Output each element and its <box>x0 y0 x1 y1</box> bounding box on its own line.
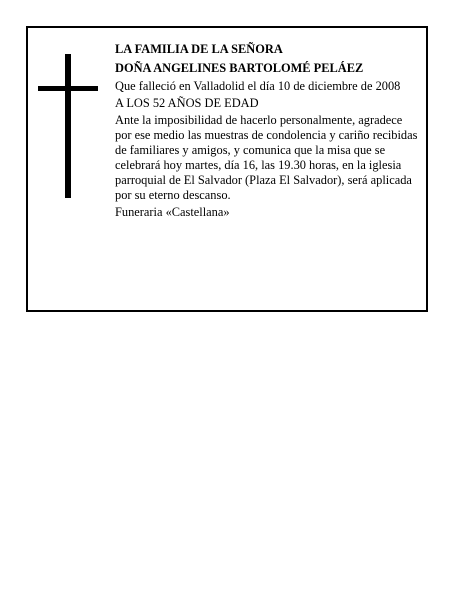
age-line: A LOS 52 AÑOS DE EDAD <box>115 96 259 110</box>
funeral-home: Funeraria «Castellana» <box>115 205 230 219</box>
cross-vertical-bar <box>65 54 71 198</box>
obituary-notice <box>26 26 428 312</box>
family-heading: LA FAMILIA DE LA SEÑORA <box>115 42 283 56</box>
cross-icon <box>38 54 98 198</box>
notice-text <box>115 41 421 222</box>
deceased-name: DOÑA ANGELINES BARTOLOMÉ PELÁEZ <box>115 61 364 75</box>
notice-body: Ante la imposibilidad de hacerlo personalmente, agradece por ese medio las muestras de condolencia y cariño recibidas de familiares y amigos, y comunica que la misa que se celebrará hoy martes, día 16, las 19.30 horas, en la iglesia parroquial de El Salvador (Plaza El Salvador), será aplicada por su eterno descanso. <box>115 113 418 202</box>
death-date-line: Que falleció en Valladolid el día 10 de diciembre de 2008 <box>115 79 401 93</box>
cross-horizontal-bar <box>38 86 98 91</box>
